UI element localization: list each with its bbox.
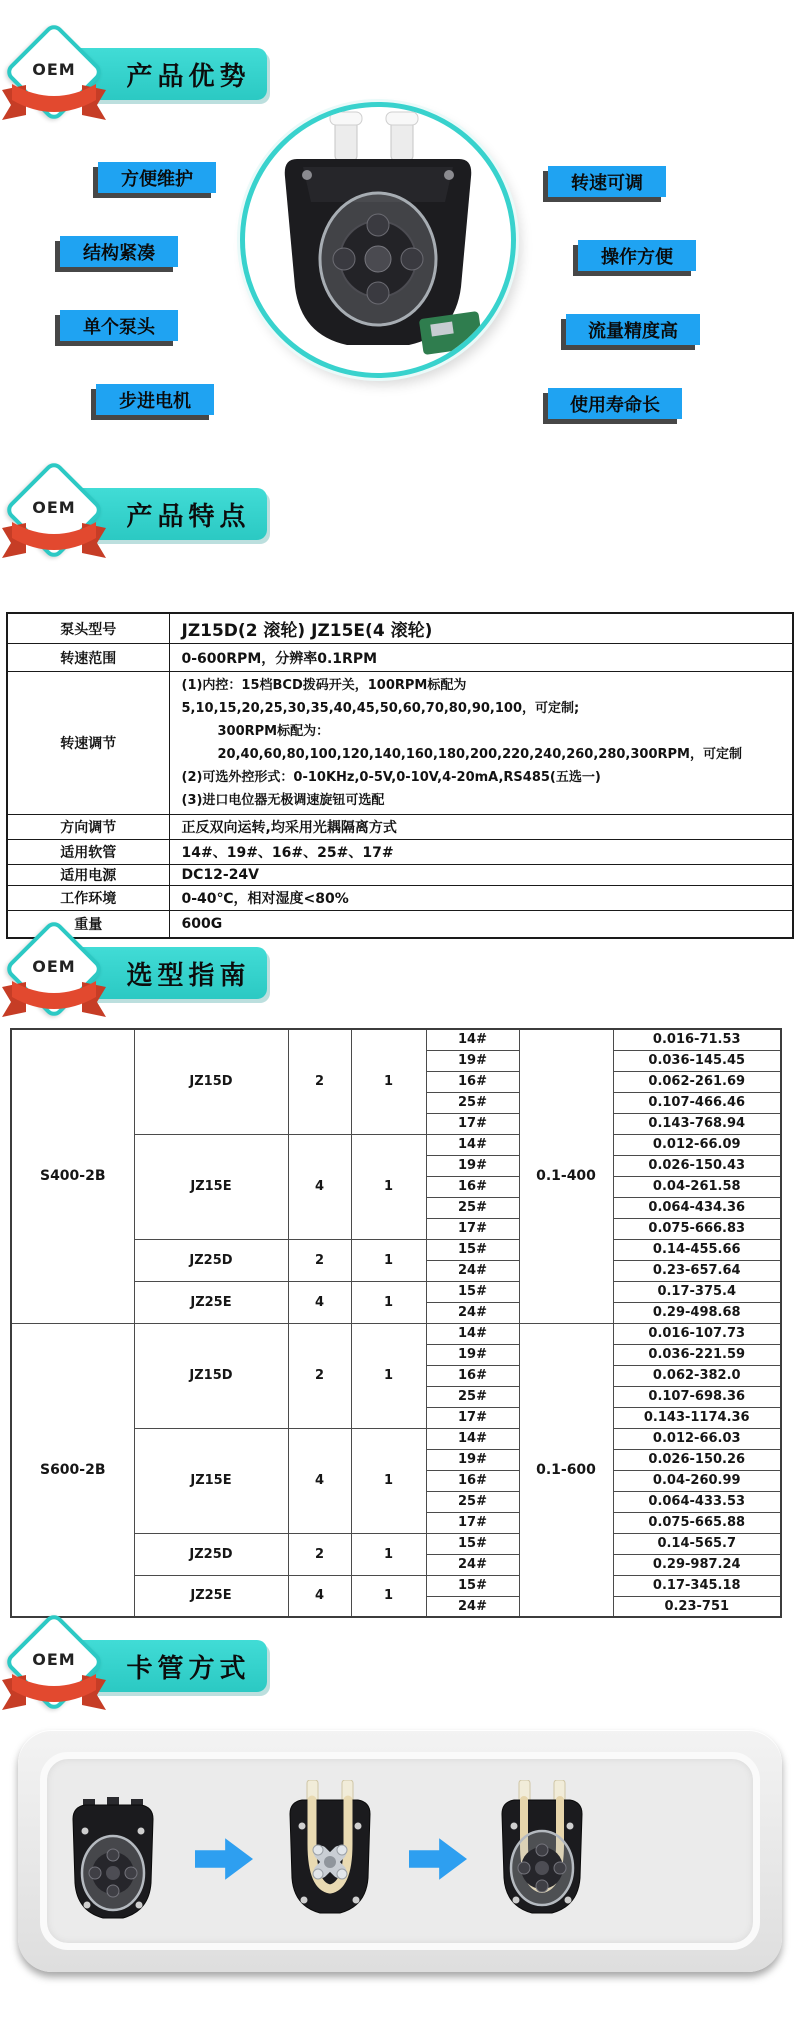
selection-cell-flow: 0.062-261.69 <box>613 1071 781 1092</box>
selection-cell-tube: 25# <box>426 1092 519 1113</box>
spec-value: DC12-24V <box>169 865 793 886</box>
selection-cell-rollers: 2 <box>288 1029 351 1134</box>
spec-table <box>6 612 794 939</box>
spec-value: JZ15D(2 滚轮) JZ15E(4 滚轮) <box>169 613 793 644</box>
selection-table <box>10 1028 782 1618</box>
selection-cell-tube: 19# <box>426 1344 519 1365</box>
selection-cell-rollers: 2 <box>288 1323 351 1428</box>
selection-cell-flow: 0.23-751 <box>613 1596 781 1617</box>
selection-cell-tube: 25# <box>426 1386 519 1407</box>
ribbon-icon <box>0 977 112 1025</box>
selection-cell-rollers: 4 <box>288 1134 351 1239</box>
selection-cell-channels: 1 <box>351 1575 426 1617</box>
selection-cell-flow: 0.23-657.64 <box>613 1260 781 1281</box>
selection-cell-flow: 0.29-987.24 <box>613 1554 781 1575</box>
selection-cell-flow: 0.036-221.59 <box>613 1344 781 1365</box>
spec-label: 工作环境 <box>7 886 169 911</box>
spec-label: 适用软管 <box>7 840 169 865</box>
selection-cell-head: JZ15D <box>134 1029 288 1134</box>
selection-cell-channels: 1 <box>351 1281 426 1323</box>
selection-cell-flow: 0.04-260.99 <box>613 1470 781 1491</box>
selection-cell-flow: 0.026-150.43 <box>613 1155 781 1176</box>
section-title-clamping: 卡管方式 <box>126 1653 251 1684</box>
section-title-advantages: 产品优势 <box>126 61 251 92</box>
selection-cell-flow: 0.04-261.58 <box>613 1176 781 1197</box>
pump-step3-image <box>492 1780 592 1932</box>
selection-cell-rollers: 4 <box>288 1428 351 1533</box>
selection-table-body <box>11 1029 781 1617</box>
spec-label: 转速调节 <box>7 672 169 815</box>
selection-cell-speed: 0.1-400 <box>519 1029 613 1323</box>
selection-cell-model: S600-2B <box>11 1323 134 1617</box>
selection-cell-head: JZ25E <box>134 1575 288 1617</box>
selection-cell-rollers: 2 <box>288 1533 351 1575</box>
selection-cell-rollers: 2 <box>288 1239 351 1281</box>
spec-label: 转速范围 <box>7 644 169 672</box>
selection-cell-tube: 19# <box>426 1050 519 1071</box>
selection-cell-flow: 0.143-1174.36 <box>613 1407 781 1428</box>
selection-cell-tube: 24# <box>426 1554 519 1575</box>
spec-value-line: (2)可选外控形式：0-10KHz,0-5V,0-10V,4-20mA,RS485(五选一) <box>181 770 601 785</box>
selection-cell-tube: 24# <box>426 1596 519 1617</box>
selection-cell-channels: 1 <box>351 1239 426 1281</box>
spec-value: 0-40℃，相对湿度<80% <box>169 886 793 911</box>
selection-cell-head: JZ25D <box>134 1533 288 1575</box>
oem-label: OEM <box>32 957 76 976</box>
spec-value <box>169 672 793 815</box>
feature-pill-easy-operation: 操作方便 <box>578 240 696 271</box>
selection-cell-tube: 14# <box>426 1029 519 1050</box>
spec-label: 重量 <box>7 911 169 938</box>
selection-cell-rollers: 4 <box>288 1281 351 1323</box>
pump-step2-image <box>280 1780 380 1932</box>
oem-label: OEM <box>32 1650 76 1669</box>
oem-badge <box>2 915 106 1035</box>
selection-cell-flow: 0.29-498.68 <box>613 1302 781 1323</box>
selection-cell-flow: 0.075-665.88 <box>613 1512 781 1533</box>
spec-row <box>7 840 793 865</box>
spec-row <box>7 815 793 840</box>
selection-cell-speed: 0.1-600 <box>519 1323 613 1617</box>
selection-cell-tube: 16# <box>426 1176 519 1197</box>
selection-cell-tube: 24# <box>426 1302 519 1323</box>
spec-row <box>7 886 793 911</box>
selection-cell-channels: 1 <box>351 1323 426 1428</box>
selection-cell-flow: 0.016-71.53 <box>613 1029 781 1050</box>
spec-value: 0-600RPM，分辨率0.1RPM <box>169 644 793 672</box>
pump-step1-image <box>63 1793 163 1935</box>
selection-cell-flow: 0.107-698.36 <box>613 1386 781 1407</box>
oem-label: OEM <box>32 498 76 517</box>
oem-label: OEM <box>32 60 76 79</box>
selection-cell-tube: 14# <box>426 1323 519 1344</box>
selection-cell-head: JZ25E <box>134 1281 288 1323</box>
oem-badge <box>2 1608 106 1728</box>
selection-cell-flow: 0.026-150.26 <box>613 1449 781 1470</box>
selection-cell-tube: 15# <box>426 1575 519 1596</box>
selection-cell-tube: 14# <box>426 1428 519 1449</box>
selection-cell-head: JZ15E <box>134 1428 288 1533</box>
spec-row <box>7 865 793 886</box>
spec-label: 适用电源 <box>7 865 169 886</box>
selection-cell-model: S400-2B <box>11 1029 134 1323</box>
feature-pill-adjustable-speed: 转速可调 <box>548 166 666 197</box>
spec-value-line: (3)进口电位器无极调速旋钮可选配 <box>181 793 385 808</box>
selection-cell-flow: 0.016-107.73 <box>613 1323 781 1344</box>
feature-pill-stepper-motor: 步进电机 <box>96 384 214 415</box>
selection-cell-channels: 1 <box>351 1533 426 1575</box>
selection-cell-head: JZ15D <box>134 1323 288 1428</box>
selection-cell-flow: 0.062-382.0 <box>613 1365 781 1386</box>
selection-cell-rollers: 4 <box>288 1575 351 1617</box>
feature-pill-easy-maintenance: 方便维护 <box>98 162 216 193</box>
feature-pill-single-head: 单个泵头 <box>60 310 178 341</box>
feature-pill-high-flow-accuracy: 流量精度高 <box>566 314 700 345</box>
ribbon-icon <box>0 518 112 566</box>
spec-label: 泵头型号 <box>7 613 169 644</box>
selection-cell-tube: 14# <box>426 1134 519 1155</box>
selection-cell-flow: 0.012-66.03 <box>613 1428 781 1449</box>
spec-value: 600G <box>169 911 793 938</box>
selection-cell-flow: 0.17-375.4 <box>613 1281 781 1302</box>
selection-cell-tube: 16# <box>426 1470 519 1491</box>
selection-cell-tube: 15# <box>426 1239 519 1260</box>
selection-cell-head: JZ15E <box>134 1134 288 1239</box>
oem-badge <box>2 456 106 576</box>
selection-cell-tube: 17# <box>426 1512 519 1533</box>
selection-cell-channels: 1 <box>351 1428 426 1533</box>
selection-cell-flow: 0.036-145.45 <box>613 1050 781 1071</box>
selection-cell-tube: 17# <box>426 1113 519 1134</box>
spec-row <box>7 911 793 938</box>
spec-value-line: (1)内控：15档BCD拨码开关，100RPM标配为5,10,15,20,25,30,35,40,45,50,60,70,80,90,100，可定制; <box>181 678 580 716</box>
selection-cell-tube: 24# <box>426 1260 519 1281</box>
pump-photo <box>245 107 511 373</box>
spec-row <box>7 644 793 672</box>
spec-value: 14#、19#、16#、25#、17# <box>169 840 793 865</box>
spec-row <box>7 613 793 644</box>
feature-pill-compact-structure: 结构紧凑 <box>60 236 178 267</box>
selection-cell-tube: 19# <box>426 1155 519 1176</box>
selection-cell-channels: 1 <box>351 1134 426 1239</box>
spec-value-line: 300RPM标配为：20,40,60,80,100,120,140,160,180,200,220,240,260,280,300RPM，可定制 <box>217 724 742 762</box>
selection-cell-tube: 25# <box>426 1197 519 1218</box>
product-photo-circle <box>240 102 516 378</box>
selection-cell-flow: 0.064-433.53 <box>613 1491 781 1512</box>
selection-cell-channels: 1 <box>351 1029 426 1134</box>
selection-cell-flow: 0.14-455.66 <box>613 1239 781 1260</box>
selection-cell-flow: 0.075-666.83 <box>613 1218 781 1239</box>
selection-cell-tube: 25# <box>426 1491 519 1512</box>
selection-cell-flow: 0.012-66.09 <box>613 1134 781 1155</box>
selection-cell-tube: 16# <box>426 1071 519 1092</box>
selection-cell-tube: 17# <box>426 1407 519 1428</box>
feature-pill-long-lifespan: 使用寿命长 <box>548 388 682 419</box>
selection-cell-tube: 16# <box>426 1365 519 1386</box>
selection-cell-flow: 0.143-768.94 <box>613 1113 781 1134</box>
selection-cell-flow: 0.107-466.46 <box>613 1092 781 1113</box>
selection-cell-flow: 0.17-345.18 <box>613 1575 781 1596</box>
selection-cell-tube: 15# <box>426 1281 519 1302</box>
selection-cell-tube: 15# <box>426 1533 519 1554</box>
spec-value: 正反双向运转,均采用光耦隔离方式 <box>169 815 793 840</box>
selection-cell-flow: 0.14-565.7 <box>613 1533 781 1554</box>
oem-badge <box>2 18 106 138</box>
ribbon-icon <box>0 1670 112 1718</box>
section-title-selection: 选型指南 <box>126 960 251 991</box>
selection-cell-flow: 0.064-434.36 <box>613 1197 781 1218</box>
selection-cell-tube: 17# <box>426 1218 519 1239</box>
spec-row <box>7 672 793 815</box>
selection-row <box>11 1323 781 1344</box>
selection-cell-head: JZ25D <box>134 1239 288 1281</box>
ribbon-icon <box>0 80 112 128</box>
selection-row <box>11 1029 781 1050</box>
spec-label: 方向调节 <box>7 815 169 840</box>
section-title-features: 产品特点 <box>126 501 251 532</box>
selection-cell-tube: 19# <box>426 1449 519 1470</box>
